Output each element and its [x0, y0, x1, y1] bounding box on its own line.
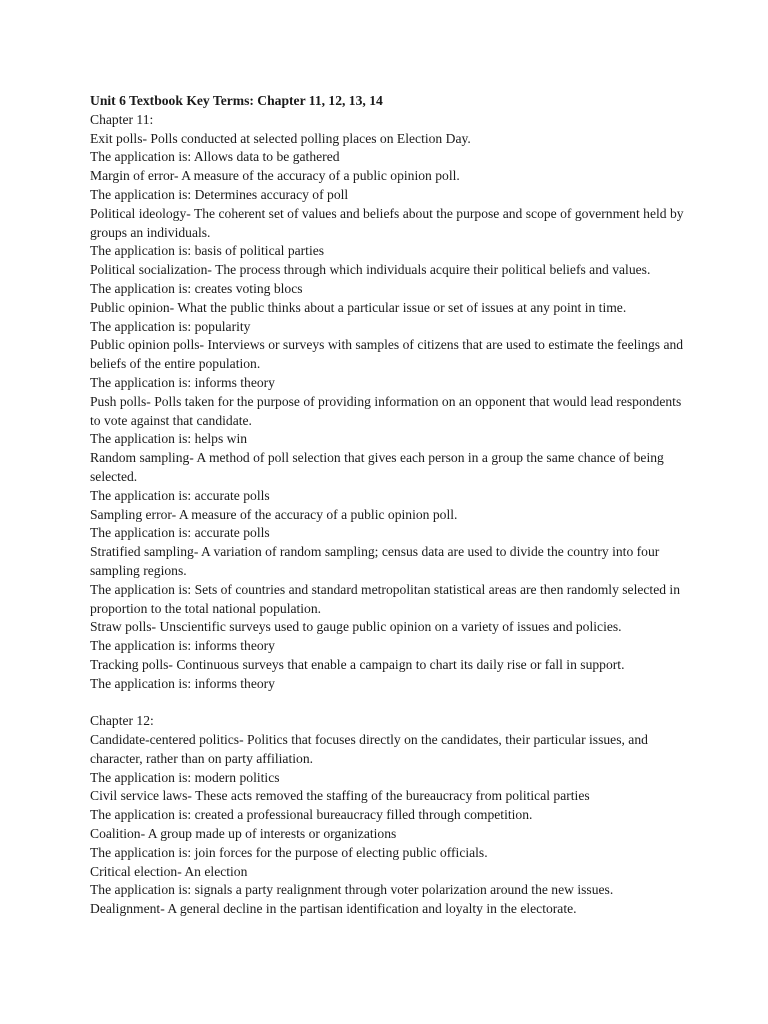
term-line: Political socialization- The process through which individuals acquire their political beliefs and values.	[90, 262, 651, 278]
application-line: The application is: accurate polls	[90, 525, 270, 541]
application-line: The application is: accurate polls	[90, 487, 270, 503]
application-line: The application is: informs theory	[90, 675, 275, 691]
application-line: The application is: Sets of countries and standard metropolitan statistical areas are then randomly selected in proportion to the total national population.	[90, 581, 681, 616]
application-line: The application is: informs theory	[90, 374, 275, 390]
term-line: Straw polls- Unscientific surveys used to gauge public opinion on a variety of issues and policies.	[90, 619, 622, 635]
document-page	[90, 92, 690, 919]
term-line: Coalition- A group made up of interests or organizations	[90, 826, 397, 842]
term-line: Random sampling- A method of poll selection that gives each person in a group the same chance of being selected.	[90, 450, 664, 484]
application-line: The application is: signals a party realignment through voter polarization around the new issues.	[90, 882, 614, 898]
term-line: Exit polls- Polls conducted at selected polling places on Election Day.	[90, 130, 471, 146]
chapter-12-content	[90, 731, 690, 919]
application-line: The application is: basis of political parties	[90, 243, 325, 259]
application-line: The application is: join forces for the purpose of electing public officials.	[90, 844, 488, 860]
application-line: The application is: popularity	[90, 318, 251, 334]
term-line: Candidate-centered politics- Politics that focuses directly on the candidates, their particular issues, and character, rather than on party affiliation.	[90, 732, 648, 766]
chapter-11-content	[90, 130, 690, 694]
term-line: Political ideology- The coherent set of values and beliefs about the purpose and scope of government held by groups an individuals.	[90, 205, 684, 240]
term-line: Push polls- Polls taken for the purpose of providing information on an opponent that would lead respondents to vote against that candidate.	[90, 393, 682, 428]
application-line: The application is: modern politics	[90, 769, 280, 785]
term-line: Tracking polls- Continuous surveys that enable a campaign to chart its daily rise or fall in support.	[90, 656, 625, 672]
term-line: Civil service laws- These acts removed the staffing of the bureaucracy from political parties	[90, 788, 590, 804]
term-line: Public opinion polls- Interviews or surveys with samples of citizens that are used to estimate the feelings and beliefs of the entire population.	[90, 337, 684, 372]
section-spacer	[90, 694, 690, 713]
term-line: Public opinion- What the public thinks about a particular issue or set of issues at any point in time.	[90, 299, 627, 315]
chapter-11-heading: Chapter 11:	[90, 111, 154, 127]
application-line: The application is: created a professional bureaucracy filled through competition.	[90, 807, 533, 823]
term-line: Critical election- An election	[90, 863, 248, 879]
term-line: Sampling error- A measure of the accuracy of a public opinion poll.	[90, 506, 458, 522]
application-line: The application is: Determines accuracy of poll	[90, 186, 349, 202]
term-line: Margin of error- A measure of the accuracy of a public opinion poll.	[90, 168, 460, 184]
term-line: Stratified sampling- A variation of random sampling; census data are used to divide the country into four sampling regions.	[90, 544, 660, 578]
term-line: Dealignment- A general decline in the partisan identification and loyalty in the electorate.	[90, 901, 577, 917]
application-line: The application is: informs theory	[90, 638, 275, 654]
application-line: The application is: Allows data to be gathered	[90, 149, 340, 165]
chapter-12-heading: Chapter 12:	[90, 713, 154, 729]
document-title: Unit 6 Textbook Key Terms: Chapter 11, 12, 13, 14	[90, 93, 383, 108]
application-line: The application is: helps win	[90, 431, 248, 447]
application-line: The application is: creates voting blocs	[90, 280, 303, 296]
